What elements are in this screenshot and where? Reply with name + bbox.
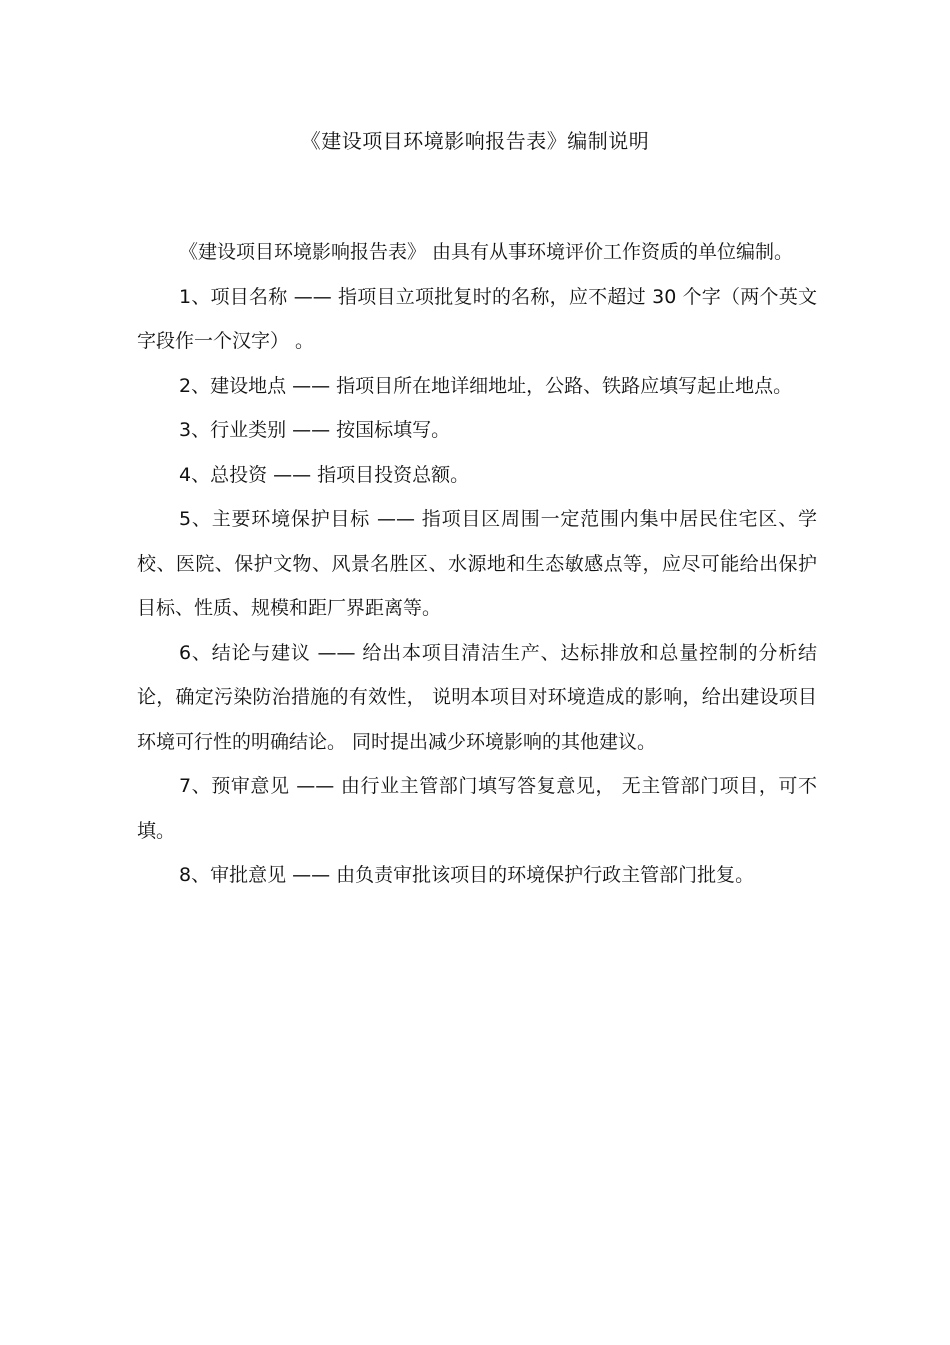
item-approval-opinion: 8、审批意见 —— 由负责审批该项目的环境保护行政主管部门批复。: [179, 864, 755, 886]
item-preliminary-review: 7、预审意见 —— 由行业主管部门填写答复意见， 无主管部门项目，可不填。: [137, 775, 817, 842]
item-industry-category: 3、行业类别 —— 按国标填写。: [179, 419, 451, 441]
document-body: [137, 230, 817, 898]
document-title: 《建设项目环境影响报告表》编制说明: [300, 129, 650, 153]
item-conclusions: 6、结论与建议 —— 给出本项目清洁生产、达标排放和总量控制的分析结论，确定污染防治措施的有效性， 说明本项目对环境造成的影响，给出建设项目环境可行性的明确结论。 同时提出减少环境影响的其他建议。: [137, 641, 817, 753]
item-total-investment: 4、总投资 —— 指项目投资总额。: [179, 463, 470, 486]
intro-paragraph: 《建设项目环境影响报告表》 由具有从事环境评价工作资质的单位编制。: [179, 241, 794, 263]
item-construction-site: 2、建设地点 —— 指项目所在地详细地址，公路、铁路应填写起止地点。: [179, 374, 793, 397]
item-protection-targets: 5、主要环境保护目标 —— 指项目区周围一定范围内集中居民住宅区、学校、医院、保护文物、风景名胜区、水源地和生态敏感点等，应尽可能给出保护目标、性质、规模和距厂界距离等。: [137, 508, 817, 619]
item-project-name: 1、项目名称 —— 指项目立项批复时的名称，应不超过 30 个字（两个英文字段作一个汉字） 。: [137, 285, 817, 352]
